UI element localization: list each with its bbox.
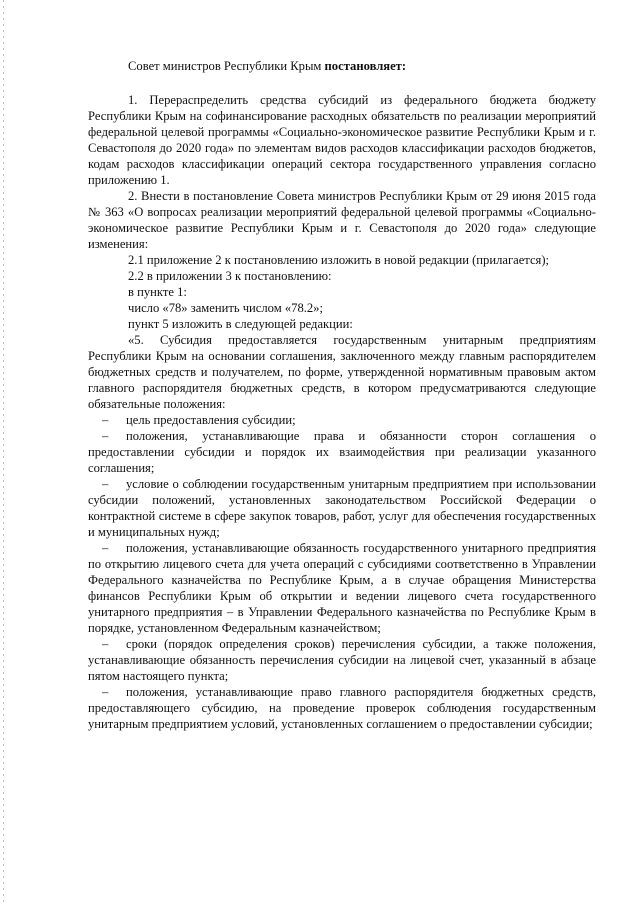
list-item: – положения, устанавливающие право главного распорядителя бюджетных средств, предоставляющего субсидию, на проведение проверок соблюдения государственным унитарным предприятием условий, установленных соглашением о предоставлении субсидии;: [88, 685, 596, 731]
preamble-bold: постановляет:: [324, 59, 407, 73]
preamble: Совет министров Республики Крым постановляет:: [128, 59, 407, 73]
item-2-2: 2.2 в приложении 3 к постановлению:: [128, 269, 332, 283]
dash-mark: –: [102, 429, 109, 443]
dash-mark: –: [102, 685, 109, 699]
item-2-1: 2.1 приложение 2 к постановлению изложить в новой редакции (прилагается);: [128, 253, 550, 267]
point-1-line: в пункте 1:: [128, 285, 187, 299]
item-1: 1. Перераспределить средства субсидий из федерального бюджета бюджету Республики Крым на софинансирование расходных обязательств по реализации мероприятий федеральной целевой программы «Социально-экономическое развитие Республики Крым и г. Севастополя до 2020 года» по элементам видов расходов классификации расходов бюджетов, кодам расходов классификации операций сектора государственного управления согласно приложению 1.: [88, 93, 596, 187]
point-5-line: пункт 5 изложить в следующей редакции:: [128, 317, 353, 331]
dash-mark: –: [102, 541, 109, 555]
scan-edge: [3, 0, 4, 905]
dash-mark: –: [102, 637, 109, 651]
dash-mark: –: [102, 477, 109, 491]
quote-paragraph: «5. Субсидия предоставляется государственным унитарным предприятиям Республики Крым на основании соглашения, заключенного между главным распорядителем бюджетных средств и получателем, по форме, утвержденной нормативным правовым актом главного распорядителя бюджетных средств, в котором предусматриваются следующие обязательные положения:: [88, 333, 596, 411]
list-item: – положения, устанавливающие обязанность государственного унитарного предприятия по открытию лицевого счета для учета операций с субсидиями соответственно в Управлении Федерального казначейства по Республике Крым, а в случае обращения Министерства финансов Республики Крым об открытии и ведении лицевого счета государственного унитарного предприятия – в Управлении Федерального казначейства по Республике Крым в порядке, установленном Федеральным казначейством;: [88, 541, 596, 635]
list-item: – цель предоставления субсидии;: [102, 413, 296, 427]
list-item: – условие о соблюдении государственным унитарным предприятием при использовании субсидии положений, установленных законодательством Российской Федерации о контрактной системе в сфере закупок товаров, работ, услуг для обеспечения государственных и муниципальных нужд;: [88, 477, 596, 539]
list-item: – положения, устанавливающие права и обязанности сторон соглашения о предоставлении субсидии и порядок их взаимодействия при реализации указанного соглашения;: [88, 429, 596, 475]
dash-mark: –: [102, 413, 109, 427]
item-2: 2. Внести в постановление Совета министров Республики Крым от 29 июня 2015 года № 363 «О вопросах реализации мероприятий федеральной целевой программы «Социально-экономическое развитие Республики Крым и г. Севастополя до 2020 года» следующие изменения:: [88, 189, 596, 251]
replace-number-line: число «78» заменить числом «78.2»;: [128, 301, 323, 315]
list-item: – сроки (порядок определения сроков) перечисления субсидии, а также положения, устанавливающие обязанность перечисления субсидии на лицевой счет, указанный в абзаце пятом настоящего пункта;: [88, 637, 596, 683]
